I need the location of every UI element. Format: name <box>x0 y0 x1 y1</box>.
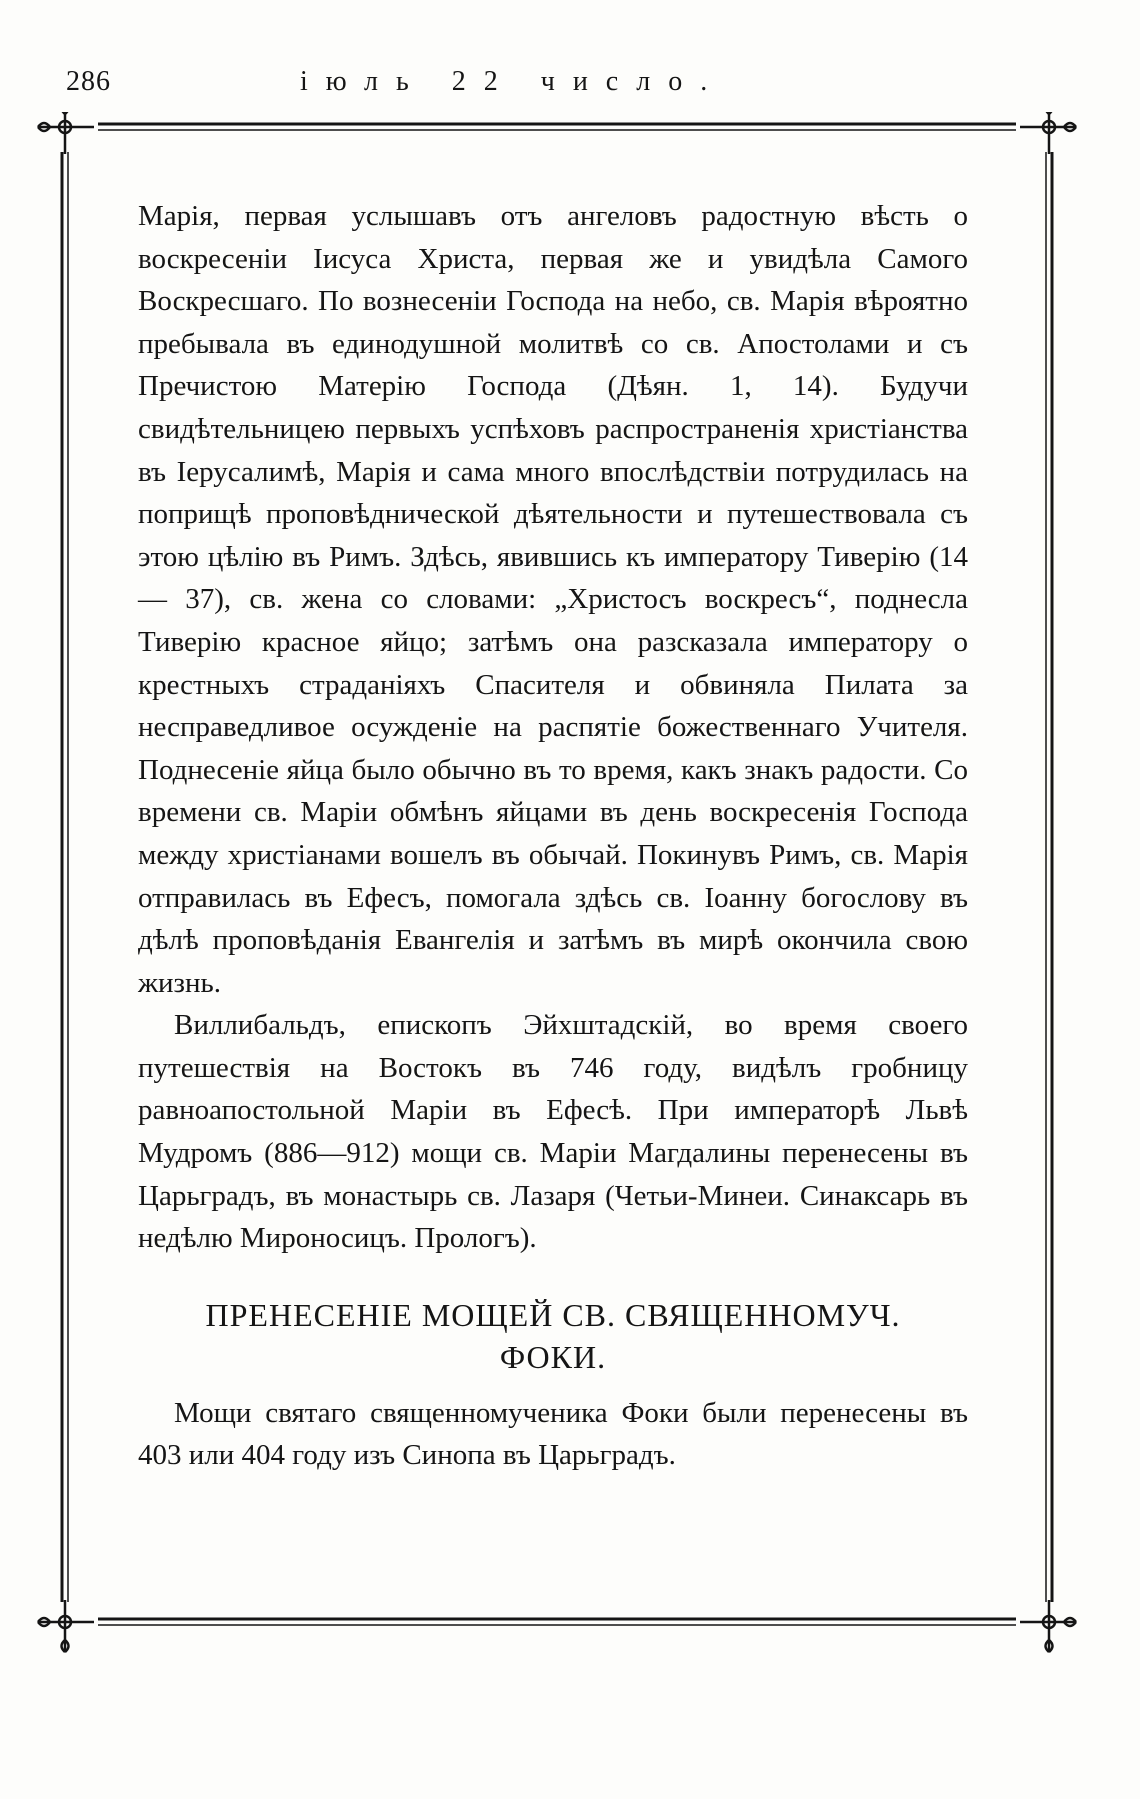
section-heading-line-1: ПРЕНЕСЕНІЕ МОЩЕЙ СВ. СВЯЩЕННОМУЧ. <box>205 1296 901 1333</box>
paragraph-relics-history: Виллибальдъ, епископъ Эйхштадскій, во время своего путешествія на Востокъ въ 746 году, видѣлъ гробницу равноапостольной Маріи въ Ефесѣ. При императорѣ Львѣ Мудромъ (886—912) мощи св. Маріи Магдалины перенесены въ Царьградъ, въ монастырь св. Лазаря (Четьи-Минеи. Синаксарь въ недѣлю Мироносицъ. Прологъ). <box>138 1009 968 1255</box>
section-heading <box>138 1294 968 1378</box>
running-head: іюль 22 число. <box>300 66 726 97</box>
corner-cross-top-right <box>1020 112 1076 154</box>
corner-cross-bottom-right <box>1020 1600 1076 1652</box>
section-heading-line-2: ФОКИ. <box>499 1338 607 1375</box>
paragraph-maria-life: Марія, первая услышавъ отъ ангеловъ радостную вѣсть о воскресеніи Іисуса Христа, первая же и увидѣла Самого Воскресшаго. По вознесеніи Господа на небо, св. Марія вѣроятно пребывала въ единодушной молитвѣ со св. Апостолами и съ Пречистою Матерію Господа (Дѣян. 1, 14). Будучи свидѣтельницею первыхъ успѣховъ распространенія христіанства въ Іерусалимѣ, Марія и сама много впослѣдствіи потрудилась на поприщѣ проповѣднической дѣятельности и путешествовала съ этою цѣлію въ Римъ. Здѣсь, явившись къ императору Тиверію (14 — 37), св. жена со словами: „Христосъ воскресъ“, поднесла Тиверію красное яйцо; затѣмъ она разсказала императору о крестныхъ страданіяхъ Спасителя и обвиняла Пилата за несправедливое осужденіе на распятіе божественнаго Учителя. Поднесеніе яйца было обычно въ то время, какъ знакъ радости. Со времени св. Маріи обмѣнъ яйцами въ день воскресенія Господа между христіанами вошелъ въ обычай. Покинувъ Римъ, св. Марія отправилась въ Ефесъ, помогала здѣсь св. Іоанну богослову въ дѣлѣ проповѣданія Евангелія и затѣмъ въ мирѣ окончила свою жизнь. <box>138 200 968 999</box>
page-number: 286 <box>66 66 111 97</box>
corner-cross-top-left <box>38 112 94 154</box>
main-text <box>138 195 968 1477</box>
corner-cross-bottom-left <box>38 1600 94 1652</box>
paragraph-foka-relics: Мощи святаго священномученика Фоки были перенесены въ 403 или 404 году изъ Синопа въ Царьградъ. <box>138 1396 968 1472</box>
